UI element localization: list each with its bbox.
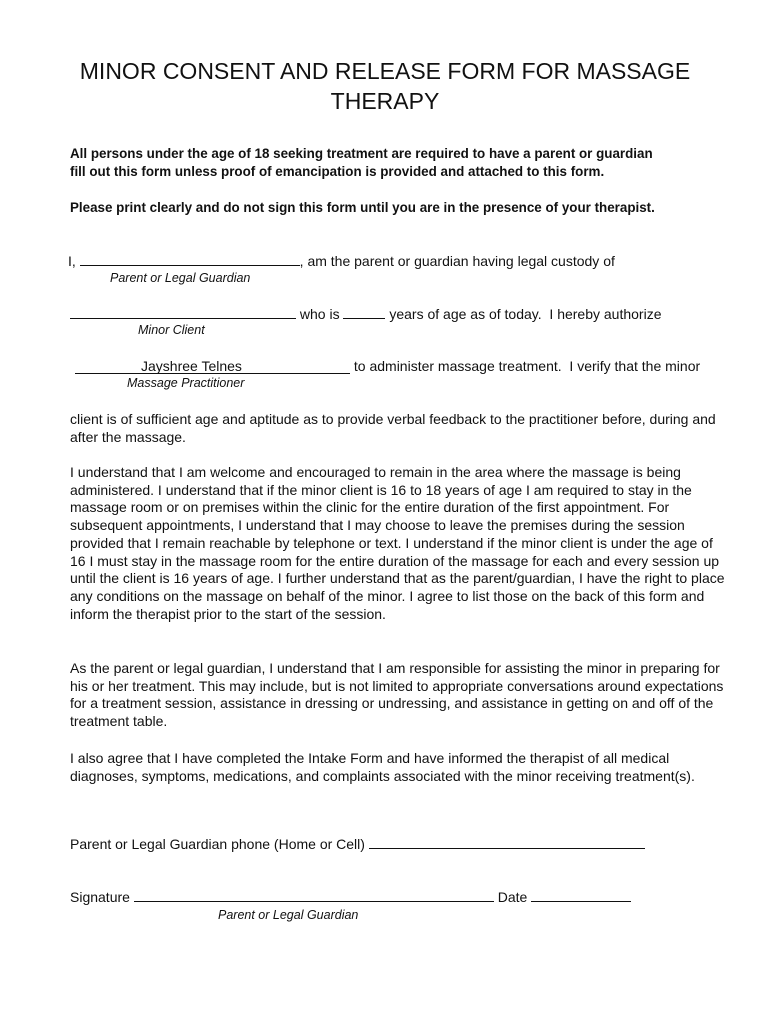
- signature-field[interactable]: [134, 889, 494, 902]
- date-field[interactable]: [531, 889, 631, 902]
- guardian-suffix: , am the parent or guardian having legal custody of: [299, 253, 615, 269]
- guardian-line: [68, 253, 615, 270]
- signature-line: [70, 889, 631, 906]
- print-clearly-notice: Please print clearly and do not sign this form until you are in the presence of your therapist.: [70, 200, 655, 215]
- signature-caption: Parent or Legal Guardian: [218, 908, 359, 922]
- paragraph-feedback: client is of sufficient age and aptitude as to provide verbal feedback to the practitioner before, during and after the massage.: [70, 411, 716, 445]
- paragraph-responsibility: As the parent or legal guardian, I understand that I am responsible for assisting the minor in preparing for his or her treatment. This may include, but is not limited to appropriate conversations around expectations for a treatment session, assistance in dressing or undressing, and assistance in getting on and off of the treatment table.: [70, 660, 724, 730]
- minor-name-field[interactable]: [70, 306, 296, 319]
- paragraph-intake: I also agree that I have completed the Intake Form and have informed the therapist of all medical diagnoses, symptoms, medications, and complaints associated with the minor receiving treatment(s).: [70, 750, 695, 784]
- minor-authorize-text: years of age as of today. I hereby authorize: [389, 306, 662, 322]
- minor-who-is: who is: [299, 306, 340, 322]
- form-title: [0, 56, 770, 116]
- notice-line-1: All persons under the age of 18 seeking treatment are required to have a parent or guardian: [70, 146, 653, 161]
- phone-label: Parent or Legal Guardian phone (Home or Cell): [70, 836, 365, 852]
- guardian-prefix: I,: [68, 253, 76, 269]
- practitioner-line: [75, 358, 700, 375]
- practitioner-suffix: to administer massage treatment. I verify that the minor: [353, 358, 701, 374]
- guardian-name-field[interactable]: [80, 253, 300, 266]
- guardian-caption: Parent or Legal Guardian: [110, 271, 251, 285]
- title-line-2: THERAPY: [330, 88, 440, 114]
- signature-label: Signature: [70, 889, 130, 905]
- paragraph-presence: I understand that I am welcome and encouraged to remain in the area where the massage is being administered. I understand that if the minor client is 16 to 18 years of age I am required to stay in the massage room or on premises within the clinic for the entire duration of the first appointment. For subsequent appointments, I understand that I may choose to leave the premises during the session provided that I remain reachable by telephone or text. I understand if the minor client is under the age of 16 I must stay in the massage room for the entire duration of the massage for each and every session up until the client is 16 years of age. I further understand that as the parent/guardian, I have the right to place any conditions on the massage on behalf of the minor. I agree to list those on the back of this form and inform the therapist prior to the start of the session.: [70, 464, 725, 622]
- practitioner-caption: Massage Practitioner: [127, 376, 245, 390]
- phone-line: [70, 836, 645, 853]
- practitioner-name: Jayshree Telnes: [141, 358, 242, 374]
- age-requirement-notice: [70, 145, 740, 181]
- phone-field[interactable]: [369, 836, 645, 849]
- minor-line: [70, 306, 661, 323]
- practitioner-name-field[interactable]: [75, 359, 350, 374]
- minor-age-field[interactable]: [343, 306, 385, 319]
- notice-line-2: fill out this form unless proof of emancipation is provided and attached to this form.: [70, 164, 605, 179]
- date-label: Date: [497, 889, 528, 905]
- title-line-1: MINOR CONSENT AND RELEASE FORM FOR MASSAGE: [79, 58, 691, 84]
- minor-caption: Minor Client: [138, 323, 205, 337]
